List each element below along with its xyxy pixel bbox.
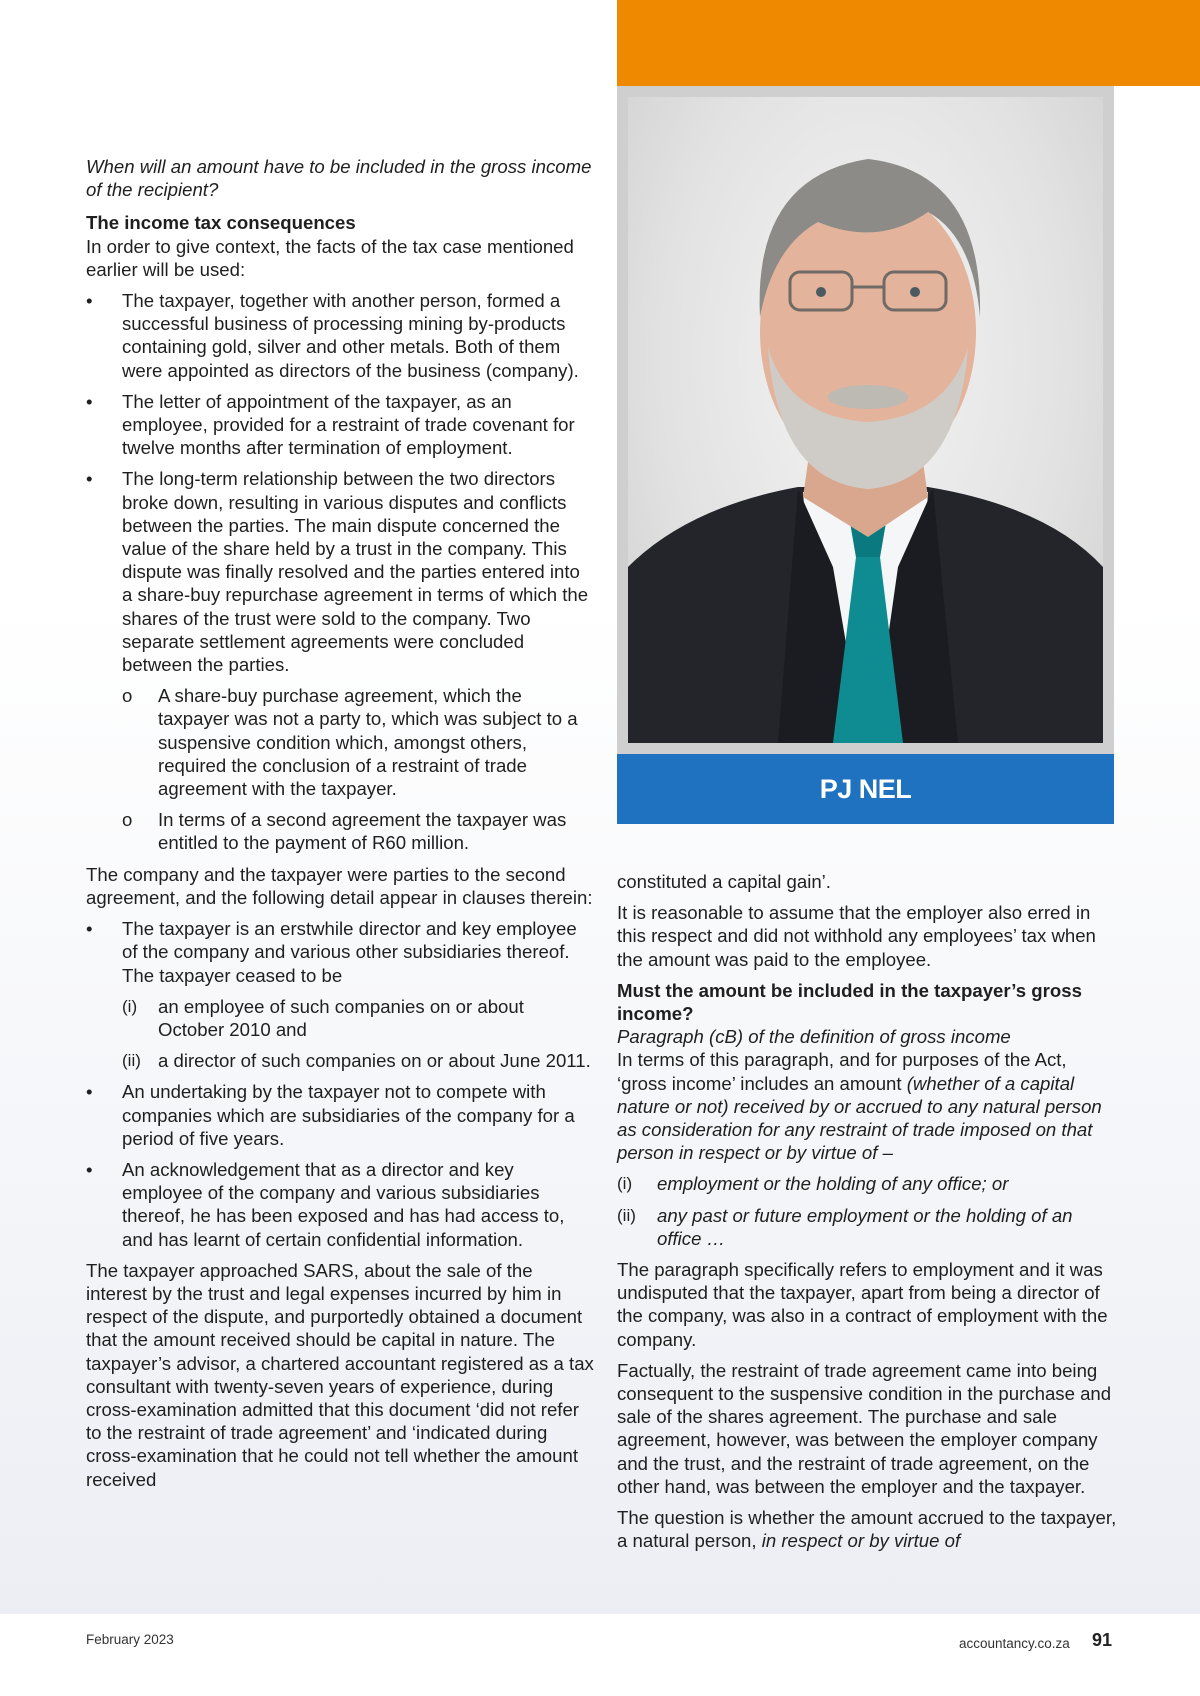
question-paragraph: The question is whether the amount accrued to the taxpayer, a natural person, in respect or by virtue of xyxy=(617,1507,1117,1552)
right-column xyxy=(617,870,1117,1560)
sub-bullet-marker: o xyxy=(122,685,133,707)
definition-paragraph: In terms of this paragraph, and for purposes of the Act, ‘gross income’ includes an amount (whether of a capital nature or not) received by or accrued to any natural person as consideration for any restraint of trade imposed on that person in respect or by virtue of – xyxy=(617,1049,1102,1164)
intro-paragraph: In order to give context, the facts of the tax case mentioned earlier will be used: xyxy=(86,235,574,280)
bullet-marker: • xyxy=(86,1081,93,1103)
continuation-paragraph: constituted a capital gain’. xyxy=(617,871,831,892)
list-item: • The long-term relationship between the two directors broke down, resulting in various disputes and conflicts between the parties. The main dispute concerned the value of the share held by a trust in the company. This dispute was finally resolved and the parties entered into a share-buy repurchase agreement in terms of which the shares of the trust were sold to the company. Two separate settlement agreements were concluded between the parties. xyxy=(86,468,589,676)
roman-marker: (i) xyxy=(122,996,138,1016)
author-photo-frame xyxy=(617,86,1114,754)
section-heading: Must the amount be included in the taxpayer’s gross income? xyxy=(617,979,1082,1025)
roman-marker: (ii) xyxy=(122,1051,141,1071)
list-item: (i) employment or the holding of any office; or xyxy=(617,1173,1009,1195)
bullet-marker: • xyxy=(86,1158,93,1180)
header-accent-bar xyxy=(617,0,1200,86)
second-agreement-intro: The company and the taxpayer were parties to the second agreement, and the following detail appear in clauses therein: xyxy=(86,863,593,908)
footer-site: accountancy.co.za xyxy=(959,1636,1070,1651)
bullet-marker: • xyxy=(86,918,93,940)
left-column xyxy=(86,155,594,1499)
employment-paragraph: The paragraph specifically refers to employment and it was undisputed that the taxpayer, apart from being a director of the company, was also in a contract of employment with the company. xyxy=(617,1259,1108,1350)
author-portrait-illustration xyxy=(628,97,1103,743)
clauses-list-continued xyxy=(86,1080,594,1250)
roman-marker: (i) xyxy=(617,1174,633,1194)
employer-paragraph: It is reasonable to assume that the employer also erred in this respect and did not withhold any employees’ tax when the amount was paid to the employee. xyxy=(617,902,1096,970)
facts-list xyxy=(86,289,594,676)
list-item: (i) an employee of such companies on or about October 2010 and xyxy=(122,995,524,1040)
list-item: • The taxpayer is an erstwhile director and key employee of the company and various other subsidiaries thereof. The taxpayer ceased to be xyxy=(86,918,577,986)
factually-paragraph: Factually, the restraint of trade agreement came into being consequent to the suspensive condition in the purchase and sale of the shares agreement. The purchase and sale agreement, however, was between the employer company and the trust, and the restraint of trade agreement, on the other hand, was between the employer and the taxpayer. xyxy=(617,1359,1112,1497)
definition-list xyxy=(617,1172,1117,1250)
list-item: o A share-buy purchase agreement, which the taxpayer was not a party to, which was subject to a suspensive condition which, amongst others, required the conclusion of a restraint of trade agreement with the taxpayer. xyxy=(122,685,578,800)
author-photo xyxy=(628,97,1103,743)
bullet-marker: • xyxy=(86,468,93,490)
list-item: • The taxpayer, together with another person, formed a successful business of processing mining by-products containing gold, silver and other metals. Both of them were appointed as directors of the business (company). xyxy=(86,290,579,381)
author-name: PJ NEL xyxy=(819,773,912,804)
sub-bullet-marker: o xyxy=(122,809,133,831)
roman-marker: (ii) xyxy=(617,1205,636,1225)
list-item: • An acknowledgement that as a director and key employee of the company and various subsidiaries thereof, he has been exposed and has had access to, and has learnt of certain confidential information. xyxy=(86,1158,565,1250)
bullet-marker: • xyxy=(86,390,93,412)
list-item: o In terms of a second agreement the taxpayer was entitled to the payment of R60 million. xyxy=(122,809,567,854)
page-number: 91 xyxy=(1092,1630,1113,1650)
clause-roman-list xyxy=(86,995,594,1073)
settlements-list xyxy=(86,684,594,854)
list-item: (ii) any past or future employment or the holding of an office … xyxy=(617,1204,1073,1249)
clauses-list xyxy=(86,917,594,987)
lead-question: When will an amount have to be included in the gross income of the recipient? xyxy=(86,156,592,201)
bullet-marker: • xyxy=(86,290,93,312)
author-name-plate xyxy=(617,754,1114,824)
list-item: • An undertaking by the taxpayer not to compete with companies which are subsidiaries of the company for a period of five years. xyxy=(86,1081,575,1149)
section-heading: The income tax consequences xyxy=(86,212,356,234)
footer-date: February 2023 xyxy=(86,1632,174,1647)
section-subheading: Paragraph (cB) of the definition of gross income xyxy=(617,1026,1011,1048)
closing-paragraph: The taxpayer approached SARS, about the sale of the interest by the trust and legal expenses incurred by him in respect of the dispute, and purportedly obtained a document that the amount received should be capital in nature. The taxpayer’s advisor, a chartered accountant registered as a tax consultant with twenty-seven years of experience, during cross-examination admitted that this document ‘did not refer to the restraint of trade agreement’ and ‘indicated during cross-examination that he could not tell whether the amount received xyxy=(86,1259,594,1490)
list-item: • The letter of appointment of the taxpayer, as an employee, provided for a restraint of trade covenant for twelve months after termination of employment. xyxy=(86,390,575,459)
list-item: (ii) a director of such companies on or about June 2011. xyxy=(122,1050,591,1072)
